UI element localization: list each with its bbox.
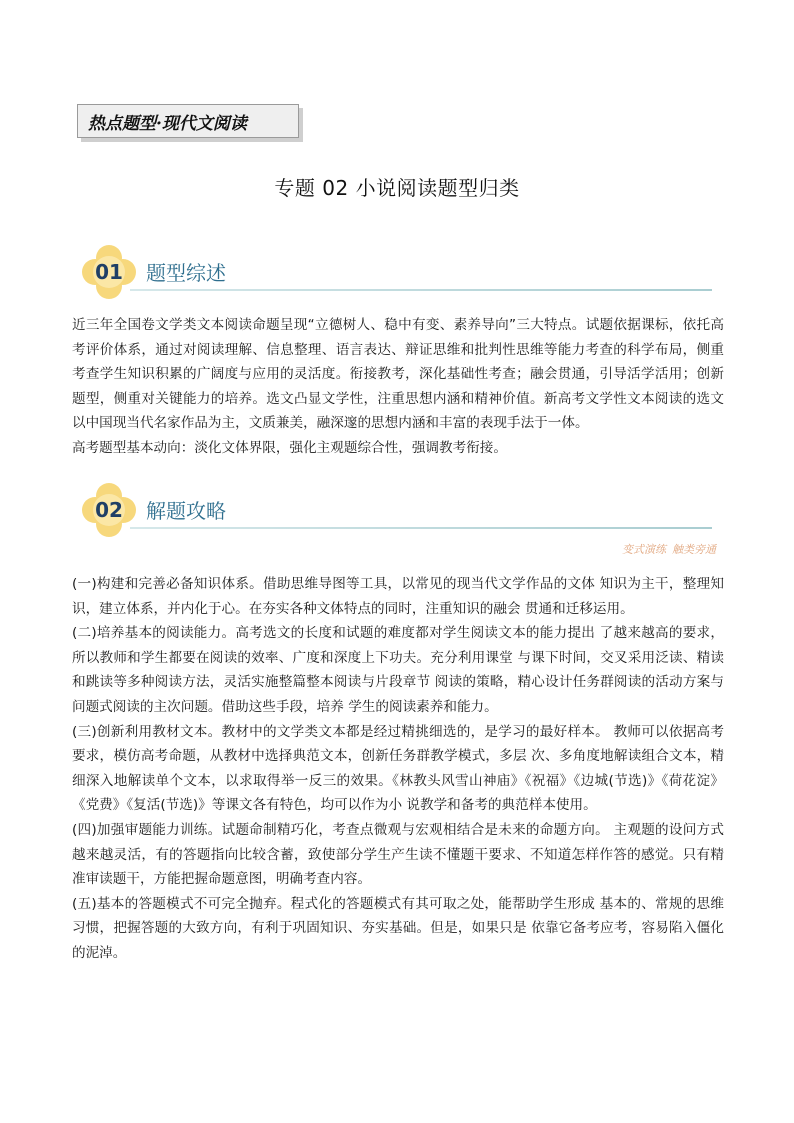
overview-paragraph: 高考题型基本动向：淡化文体界限，强化主观题综合性，强调教考衔接。: [72, 439, 507, 456]
section-label: 解题攻略: [146, 499, 226, 523]
section-number: 01: [95, 260, 123, 284]
strategy-paragraph: (二)培养基本的阅读能力。高考选文的长度和试题的难度都对学生阅读文本的能力提出 了越来越高的要求，所以教师和学生都要在阅读的效率、广度和深度上下功夫。充分利用课堂 与课下时间，交叉采用泛读、精读和跳读等多种阅读方法，灵活实施整篇整本阅读与片段章节 阅读的策略，精心设计任务群阅读的活动方案与问题式阅读的主次问题。借助这些手段，培养 学生的阅读素养和能力。: [72, 625, 724, 715]
strategy-text: [72, 572, 724, 966]
section-heading-overview: [80, 243, 712, 303]
topic-tag: [77, 104, 303, 142]
overview-text: [72, 313, 724, 461]
motto-part: 触类旁通: [672, 543, 716, 556]
motto: [560, 541, 716, 557]
section-heading-strategy: [80, 481, 712, 541]
section-label: 题型综述: [146, 261, 226, 285]
motto-part: 变式演练: [622, 543, 666, 556]
strategy-paragraph: (三)创新利用教材文本。教材中的文学类文本都是经过精挑细选的，是学习的最好样本。 教师可以依据高考要求，模仿高考命题，从教材中选择典范文本，创新任务群教学模式，多层 次、多角度地解读组合文本，精细深入地解读单个文本，以求取得举一反三的效果。《林教头风雪山神庙》《祝福》《边城(节选)》《荷花淀》《党费》《复活(节选)》等课文各有特色，均可以作为小 说教学和备考的典范样本使用。: [72, 723, 724, 814]
section-rule: [130, 527, 712, 529]
section-rule: [130, 289, 712, 291]
page-title: 专题 02 小说阅读题型归类: [274, 176, 520, 200]
strategy-paragraph: (四)加强审题能力训练。试题命制精巧化，考查点微观与宏观相结合是未来的命题方向。 主观题的设问方式越来越灵活，有的答题指向比较含蓄，致使部分学生产生读不懂题干要求、不知道怎样作答的感觉。只有精准审读题干，方能把握命题意图，明确考查内容。: [72, 821, 724, 888]
overview-paragraph: 近三年全国卷文学类文本阅读命题呈现“立德树人、稳中有变、素养导向”三大特点。试题依据课标，依托高考评价体系，通过对阅读理解、信息整理、语言表达、辩证思维和批判性思维等能力考查的科学布局，侧重考查学生知识积累的广阔度与应用的灵活度。衔接教考，深化基础性考查；融会贯通，引导活学活用；创新题型，侧重对关键能力的培养。选文凸显文学性，注重思想内涵和精神价值。新高考文学性文本阅读的选文以中国现当代名家作品为主，文质兼美，融深邃的思想内涵和丰富的表现手法于一体。: [72, 317, 724, 432]
tag-label: 热点题型·现代文阅读: [77, 104, 299, 138]
strategy-paragraph: (五)基本的答题模式不可完全抛弃。程式化的答题模式有其可取之处，能帮助学生形成 基本的、常规的思维习惯，把握答题的大致方向，有利于巩固知识、夯实基础。但是，如果只是 依靠它备考应考，容易陷入僵化的泥淖。: [72, 895, 724, 961]
strategy-paragraph: (一)构建和完善必备知识体系。借助思维导图等工具，以常见的现当代文学作品的文体 知识为主干，整理知识，建立体系，并内化于心。在夯实各种文体特点的同时，注重知识的融会 贯通和迁移运用。: [72, 576, 724, 617]
section-number: 02: [95, 498, 123, 522]
